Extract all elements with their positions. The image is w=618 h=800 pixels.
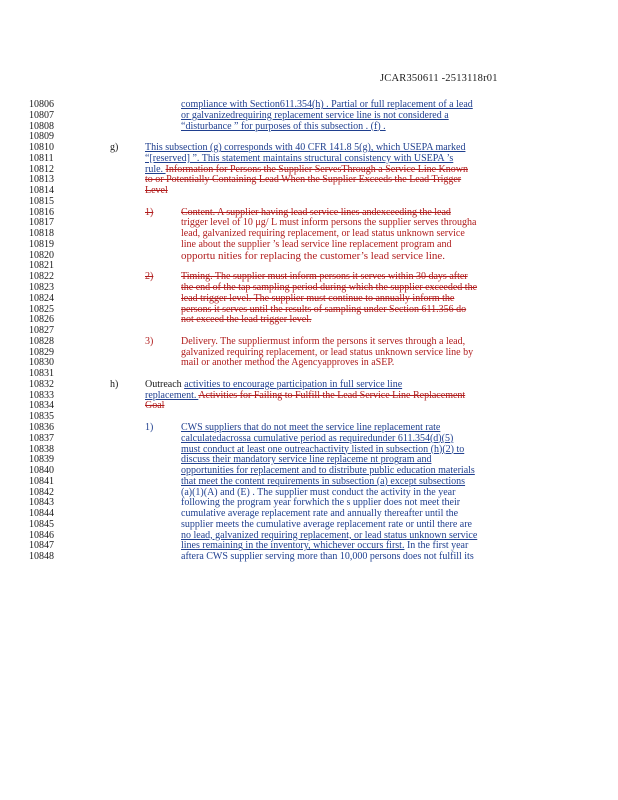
deleted-text: Information for Persons the Supplier ServesThrough a Service Line Known <box>165 163 468 175</box>
deleted-text: Activities for Failing to Fulfill the Lead Service Line Replacement <box>198 389 466 401</box>
line-number: 10817 <box>29 217 54 229</box>
document-id-header: JCAR350611 -2513118r01 <box>380 73 498 84</box>
document-line <box>0 358 618 369</box>
line-number: 10819 <box>29 238 54 250</box>
text-run: galvanized requiring replacement, or lead status unknown service line by <box>181 346 474 358</box>
inserted-text: lines remaining in the inventory, whichever occurs first. <box>181 540 405 552</box>
line-number: 10847 <box>29 540 54 552</box>
document-line <box>0 401 618 412</box>
line-text <box>145 401 164 412</box>
line-number: 10829 <box>29 346 54 358</box>
deleted-text: Content. A supplier having lead service lines andexceeding the lead <box>181 206 451 218</box>
line-number: 10822 <box>29 271 54 283</box>
text-run: Delivery. The suppliermust inform the persons it serves through a lead, <box>181 335 466 347</box>
line-number: 10833 <box>29 389 54 401</box>
text-run: lead, galvanized requiring replacement, or lead status unknown service <box>181 228 465 240</box>
line-number: 10821 <box>29 260 54 272</box>
document-line <box>0 552 618 563</box>
document-line <box>0 251 618 262</box>
inserted-text: opportunities for replacement and to distribute public education materials <box>181 465 475 477</box>
line-text <box>181 122 386 133</box>
inserted-text: or galvanizedrequiring replacement service line is not considered a <box>181 109 449 121</box>
inserted-text: that meet the content requirements in subsection (a) except subsections <box>181 475 466 487</box>
line-number: 10830 <box>29 357 54 369</box>
line-text <box>181 552 474 563</box>
text-run: aftera CWS supplier serving more than 10,000 persons does not fulfill its <box>181 551 474 563</box>
inserted-text: calculatedacrossa cumulative period as requiredunder 611.354(d)(5) <box>181 432 454 444</box>
text-run: cumulative average replacement rate and annually thereafter until the <box>181 508 459 520</box>
inserted-text: This subsection (g) corresponds with 40 CFR 141.8 5(g), which USEPA marked <box>145 142 466 154</box>
document-line <box>0 315 618 326</box>
line-number: 10835 <box>29 411 54 423</box>
line-number: 10815 <box>29 195 54 207</box>
line-text <box>181 315 312 326</box>
list-marker: 2) <box>145 271 154 283</box>
inserted-text: no lead, galvanized requiring replacement, or lead status unknown service <box>181 529 478 541</box>
line-number: 10841 <box>29 475 54 487</box>
list-marker: h) <box>110 378 119 390</box>
inserted-text: compliance with Section611.354(h) . Partial or full replacement of a lead <box>181 99 473 110</box>
line-number: 10834 <box>29 400 54 412</box>
deleted-text: the end of the tap sampling period during which the supplier exceeded the <box>181 282 478 294</box>
inserted-text: activities to encourage participation in full service line <box>184 378 403 390</box>
document-line <box>0 122 618 133</box>
line-number: 10836 <box>29 421 54 433</box>
deleted-text: not exceed the lead trigger level. <box>181 314 312 326</box>
deleted-text: to or Potentially Containing Lead When the Supplier Exceeds the Lead Trigger <box>145 174 462 186</box>
deleted-text: Goal <box>145 400 165 412</box>
text-run: supplier meets the cumulative average replacement rate or until there are <box>181 518 472 530</box>
line-number: 10832 <box>29 378 54 390</box>
line-number: 10838 <box>29 443 54 455</box>
inserted-text: rule. <box>145 163 166 175</box>
document-body <box>0 100 618 563</box>
line-number: 10827 <box>29 325 54 337</box>
line-number: 10837 <box>29 432 54 444</box>
text-run: trigger level of 10 μg/ L must inform persons the supplier serves througha <box>181 217 477 229</box>
text-run: line about the supplier ’s lead service line replacement program and <box>181 238 452 250</box>
line-text <box>145 186 168 197</box>
line-number: 10828 <box>29 335 54 347</box>
line-number: 10831 <box>29 368 54 380</box>
line-number: 10846 <box>29 529 54 541</box>
line-number: 10808 <box>29 120 54 132</box>
text-run: (a)(1)(A) and (E) . The supplier must conduct the activity in the year <box>181 486 456 498</box>
line-number: 10824 <box>29 292 54 304</box>
list-marker: 1) <box>145 206 154 218</box>
inserted-text: “[reserved] ”. This statement maintains structural consistency with USEPA ’s <box>145 152 454 164</box>
list-marker: g) <box>110 142 119 154</box>
inserted-text: “disturbance ” for purposes of this subsection . (f) . <box>181 120 386 132</box>
line-number: 10843 <box>29 497 54 509</box>
text-run: In the first year <box>404 540 469 552</box>
deleted-text: Level <box>145 185 168 197</box>
line-number: 10807 <box>29 109 54 121</box>
text-run: opportu nities for replacing the customer’s lead service line. <box>181 249 446 262</box>
line-number: 10825 <box>29 303 54 315</box>
line-number: 10813 <box>29 174 54 186</box>
list-marker: 1) <box>145 421 154 433</box>
line-number: 10840 <box>29 465 54 477</box>
line-number: 10809 <box>29 131 54 143</box>
line-text <box>145 391 465 402</box>
line-number: 10806 <box>29 99 54 110</box>
document-line <box>0 391 618 402</box>
list-marker: 3) <box>145 335 154 347</box>
line-number: 10844 <box>29 508 54 520</box>
line-number: 10810 <box>29 142 54 154</box>
text-run: mail or another method the Agencyapproves in aSEP. <box>181 357 395 369</box>
line-text <box>181 358 394 369</box>
line-number: 10812 <box>29 163 54 175</box>
line-number: 10842 <box>29 486 54 498</box>
inserted-text: CWS suppliers that do not meet the service line replacement rate <box>181 421 441 433</box>
inserted-text: must conduct at least one outreachactivity listed in subsection (h)(2) to <box>181 443 465 455</box>
line-number: 10814 <box>29 185 54 197</box>
deleted-text: Timing. The supplier must inform persons it serves within 30 days after <box>181 271 468 283</box>
deleted-text: persons it serves until the results of sampling under Section 611.356 do <box>181 303 467 315</box>
inserted-text: discuss their mandatory service line replaceme nt program and <box>181 454 432 466</box>
line-number: 10820 <box>29 249 54 261</box>
line-text <box>145 175 461 186</box>
text-run: Outreach <box>145 378 185 390</box>
line-number: 10823 <box>29 282 54 294</box>
line-number: 10816 <box>29 206 54 218</box>
document-line <box>0 186 618 197</box>
deleted-text: lead trigger level. The supplier must continue to annually inform the <box>181 292 455 304</box>
inserted-text: replacement. <box>145 389 199 401</box>
line-number: 10826 <box>29 314 54 326</box>
document-line <box>0 175 618 186</box>
line-number: 10811 <box>29 152 54 164</box>
text-run: following the program year forwhich the s upplier does not meet their <box>181 497 461 509</box>
line-number: 10818 <box>29 228 54 240</box>
line-number: 10848 <box>29 551 54 563</box>
line-number: 10839 <box>29 454 54 466</box>
line-text <box>181 251 445 262</box>
line-number: 10845 <box>29 518 54 530</box>
